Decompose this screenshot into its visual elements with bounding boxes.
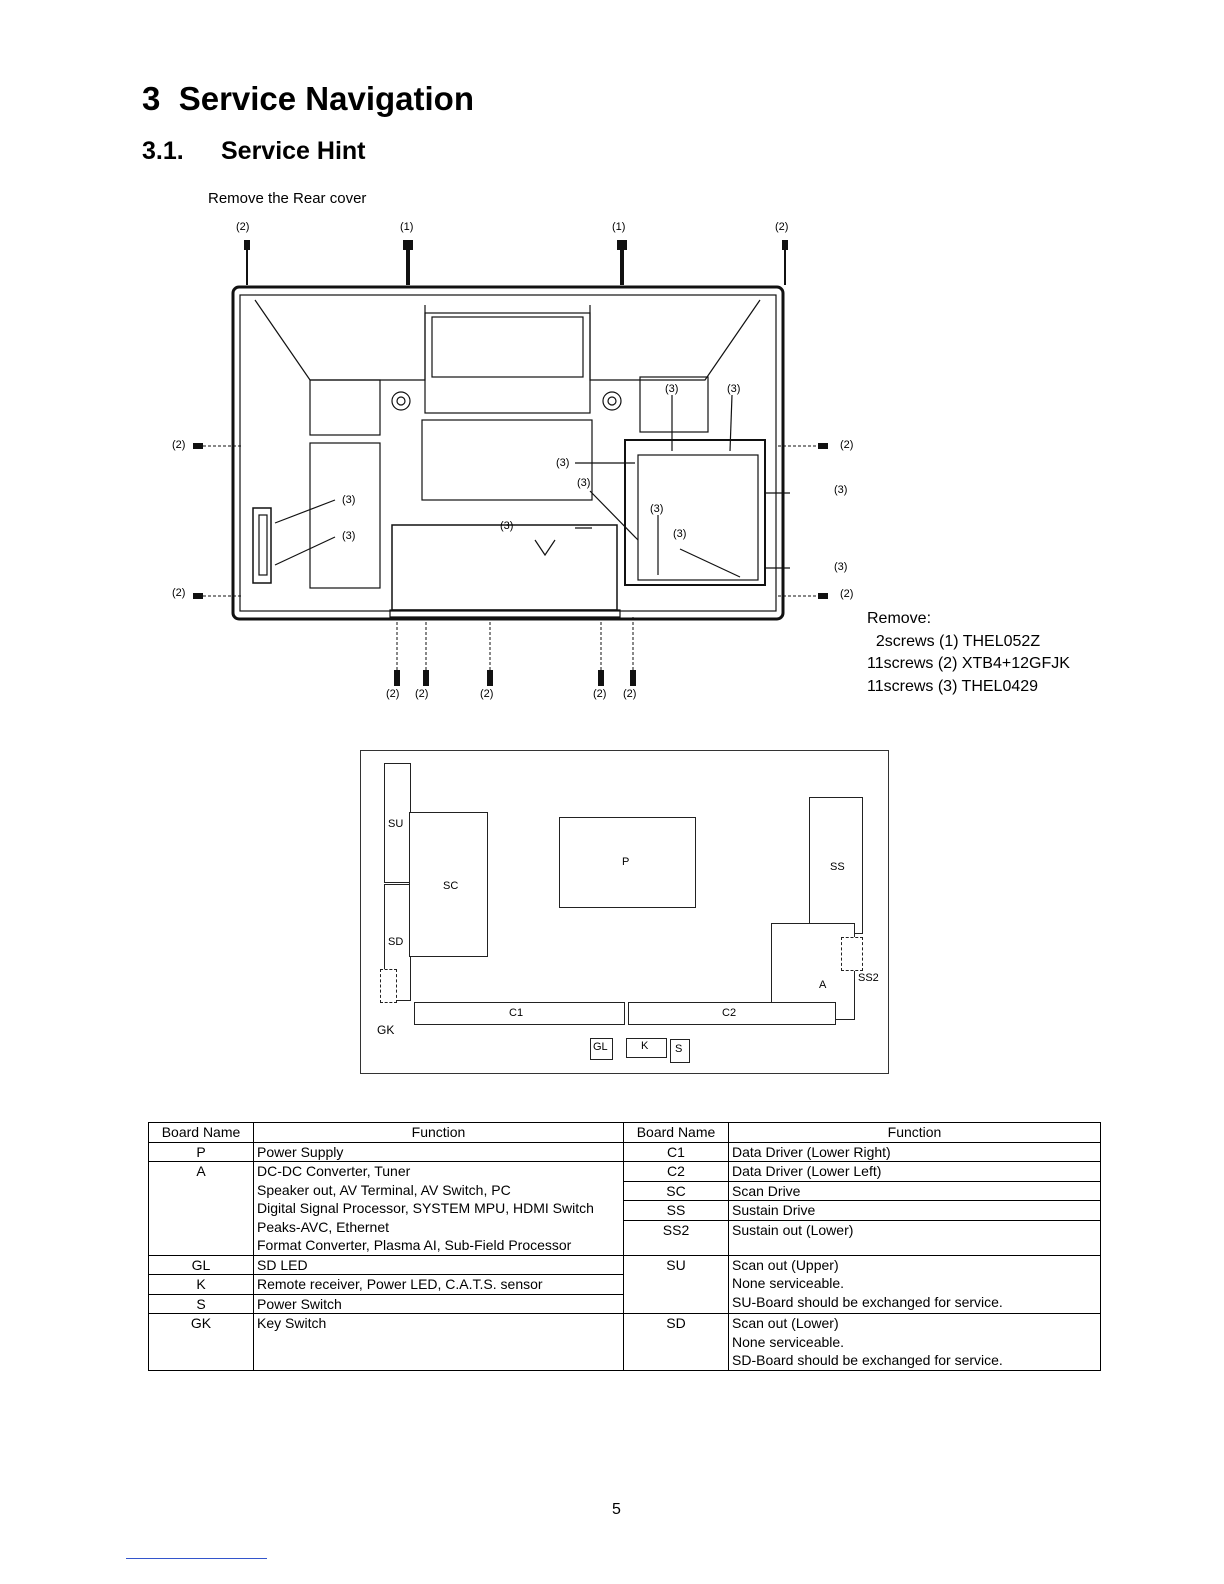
- board-function: SD LED: [254, 1255, 624, 1275]
- board-label: C1: [509, 1007, 524, 1019]
- remove-title: Remove:: [867, 610, 932, 627]
- function-line: DC-DC Converter, Tuner: [257, 1163, 411, 1179]
- function-line: Scan out (Upper): [732, 1256, 839, 1273]
- screw-label: (3): [665, 383, 679, 395]
- board-label: P: [622, 856, 630, 868]
- screw-label: (3): [834, 561, 848, 573]
- board-label: K: [641, 1040, 649, 1052]
- footnote-separator: [126, 1558, 267, 1559]
- screw-label: (1): [400, 221, 414, 233]
- section-number: 3: [142, 80, 161, 117]
- board-name: SD: [624, 1314, 729, 1371]
- board-label: S: [675, 1043, 683, 1055]
- screw-label: (3): [500, 520, 514, 532]
- table-row: [149, 1255, 1101, 1275]
- board-function: Scan Drive: [729, 1181, 1101, 1201]
- remove-line: 2screws (1) THEL052Z: [867, 632, 1041, 650]
- board-name: SS2: [624, 1220, 729, 1255]
- board-name: K: [149, 1275, 254, 1295]
- board-label: SS: [830, 861, 845, 873]
- subsection-number: 3.1.: [142, 137, 184, 165]
- board-function: Data Driver (Lower Right): [729, 1142, 1101, 1162]
- board-name: A: [149, 1162, 254, 1256]
- header-board-name: Board Name: [149, 1123, 254, 1143]
- screw-label: (2): [172, 439, 186, 451]
- remove-line: 11screws (2) XTB4+12GFJK: [867, 655, 1070, 672]
- board-name: GK: [149, 1314, 254, 1371]
- screw-label: (1): [612, 221, 626, 233]
- screw-label: (3): [650, 503, 664, 515]
- board-function: Remote receiver, Power LED, C.A.T.S. sensor: [254, 1275, 624, 1295]
- board-function: [729, 1255, 1101, 1314]
- board-name: SS: [624, 1201, 729, 1221]
- screw-label: (2): [593, 688, 607, 700]
- board-function-table: [148, 1122, 1101, 1371]
- screw-label: (3): [342, 530, 356, 542]
- screw-label: (3): [577, 477, 591, 489]
- table-header-row: [149, 1123, 1101, 1143]
- function-line: Digital Signal Processor, SYSTEM MPU, HDMI Switch: [257, 1200, 594, 1216]
- board-function: Power Supply: [254, 1142, 624, 1162]
- screw-label: (3): [342, 494, 356, 506]
- screw-label: (2): [840, 588, 854, 600]
- board-function: Key Switch: [254, 1314, 624, 1371]
- function-line: SU-Board should be exchanged for service.: [732, 1293, 1003, 1310]
- board-function: [254, 1162, 624, 1256]
- board-name: GL: [149, 1255, 254, 1275]
- board-function: Sustain Drive: [729, 1201, 1101, 1221]
- section-heading: [142, 80, 474, 118]
- screw-label: (2): [480, 688, 494, 700]
- screw-label: (3): [673, 528, 687, 540]
- function-line: Peaks-AVC, Ethernet: [257, 1218, 390, 1235]
- screw-label: (3): [727, 383, 741, 395]
- board-function: Sustain out (Lower): [729, 1220, 1101, 1255]
- screw-label: (3): [834, 484, 848, 496]
- screw-label: (2): [623, 688, 637, 700]
- board-label: SU: [388, 818, 404, 830]
- screw-label: (2): [415, 688, 429, 700]
- board-label: SS2: [858, 972, 879, 984]
- table-row: [149, 1162, 1101, 1182]
- subsection-heading: [142, 137, 366, 166]
- board-name: SU: [624, 1255, 729, 1314]
- subsection-title: Service Hint: [221, 137, 366, 165]
- screw-label: (2): [172, 587, 186, 599]
- board-function: Power Switch: [254, 1294, 624, 1314]
- function-line: SD-Board should be exchanged for service.: [732, 1352, 1003, 1368]
- function-line: Scan out (Lower): [732, 1315, 839, 1331]
- board-function: Data Driver (Lower Left): [729, 1162, 1101, 1182]
- header-function: Function: [729, 1123, 1101, 1143]
- screw-label: (2): [236, 221, 250, 233]
- table-row: [149, 1314, 1101, 1371]
- page-number: 5: [612, 1501, 621, 1518]
- board-name: S: [149, 1294, 254, 1314]
- board-function: [729, 1314, 1101, 1371]
- header-function: Function: [254, 1123, 624, 1143]
- screw-label: (2): [840, 439, 854, 451]
- screw-label: (3): [556, 457, 570, 469]
- board-name: C2: [624, 1162, 729, 1182]
- board-label: GL: [593, 1041, 608, 1053]
- board-label: A: [819, 979, 827, 991]
- remove-instructions: [867, 608, 1070, 698]
- rear-cover-caption: Remove the Rear cover: [208, 190, 367, 207]
- function-line: Format Converter, Plasma AI, Sub-Field Processor: [257, 1237, 572, 1253]
- board-ss2: [841, 937, 863, 971]
- function-line: None serviceable.: [732, 1275, 845, 1291]
- screw-label: (2): [386, 688, 400, 700]
- board-name: SC: [624, 1181, 729, 1201]
- screw-label: (2): [775, 221, 789, 233]
- board-gk: [380, 969, 397, 1003]
- remove-line: 11screws (3) THEL0429: [867, 677, 1039, 695]
- board-name: C1: [624, 1142, 729, 1162]
- section-title: Service Navigation: [178, 80, 474, 117]
- board-label: SC: [443, 880, 459, 892]
- board-name: P: [149, 1142, 254, 1162]
- function-line: None serviceable.: [732, 1333, 845, 1350]
- table-row: [149, 1142, 1101, 1162]
- board-label: C2: [722, 1007, 737, 1019]
- header-board-name: Board Name: [624, 1123, 729, 1143]
- function-line: Speaker out, AV Terminal, AV Switch, PC: [257, 1181, 511, 1198]
- board-label: SD: [388, 936, 404, 948]
- rear-cover-diagram: [160, 215, 860, 715]
- board-label: GK: [377, 1023, 395, 1037]
